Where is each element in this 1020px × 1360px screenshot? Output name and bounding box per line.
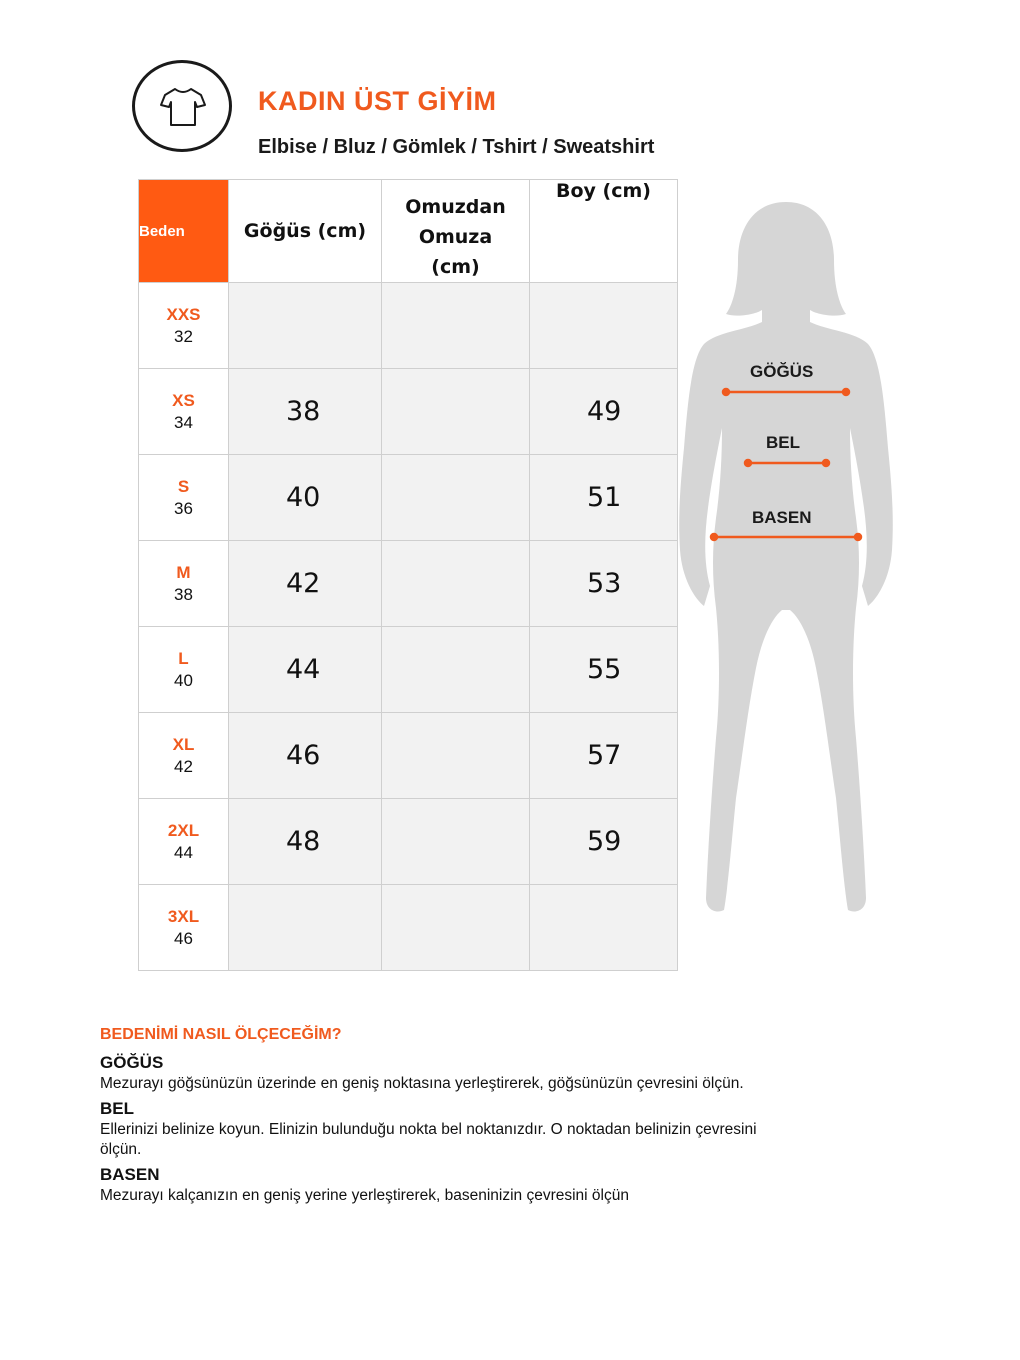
size-label: S <box>177 476 190 496</box>
page-title: KADIN ÜST GİYİM <box>258 86 497 116</box>
size-cell <box>139 627 229 713</box>
size-number: 32 <box>174 326 193 346</box>
tshirt-icon <box>159 85 207 129</box>
table-row <box>139 455 678 541</box>
shoulder-value <box>382 369 530 455</box>
chest-value: 42 <box>229 541 382 627</box>
size-number: 38 <box>174 584 193 604</box>
chest-value: 48 <box>229 799 382 885</box>
shoulder-value <box>382 799 530 885</box>
table-row <box>139 627 678 713</box>
chest-value: 40 <box>229 455 382 541</box>
length-value: 59 <box>530 799 678 885</box>
size-number: 46 <box>174 928 193 948</box>
table-row <box>139 283 678 369</box>
size-number: 36 <box>174 498 193 518</box>
body-silhouette <box>676 198 896 918</box>
shoulder-value <box>382 713 530 799</box>
size-number: 34 <box>174 412 193 432</box>
chest-value: 46 <box>229 713 382 799</box>
guide-waist-text: Ellerinizi belinize koyun. Elinizin bulunduğu nokta bel noktanızdır. O noktadan belinizin çevresini ölçün. <box>100 1121 757 1158</box>
guide-hip-text: Mezurayı kalçanızın en geniş yerine yerleştirerek, baseninizin çevresini ölçün <box>100 1187 629 1204</box>
guide-title: BEDENİMİ NASIL ÖLÇECEĞİM? <box>100 1026 342 1043</box>
table-row <box>139 713 678 799</box>
shoulder-value <box>382 541 530 627</box>
size-cell <box>139 283 229 369</box>
guide-chest-text: Mezurayı göğsünüzün üzerinde en geniş noktasına yerleştirerek, göğsünüzün çevresini ölçün. <box>100 1075 744 1092</box>
logo-badge <box>132 60 232 152</box>
size-cell <box>139 455 229 541</box>
shoulder-value <box>382 885 530 971</box>
size-number: 44 <box>174 842 193 862</box>
length-value <box>530 885 678 971</box>
size-number: 42 <box>174 756 193 776</box>
hip-label: BASEN <box>752 508 812 527</box>
length-value <box>530 283 678 369</box>
size-cell <box>139 369 229 455</box>
length-value: 57 <box>530 713 678 799</box>
size-number: 40 <box>174 670 193 690</box>
length-value: 51 <box>530 455 678 541</box>
size-label: 2XL <box>167 820 200 840</box>
chest-value <box>229 283 382 369</box>
size-cell <box>139 885 229 971</box>
chest-label: GÖĞÜS <box>750 362 814 381</box>
size-label: L <box>178 648 189 668</box>
table-header-row <box>139 180 678 283</box>
size-cell <box>139 799 229 885</box>
shoulder-value <box>382 627 530 713</box>
size-cell <box>139 713 229 799</box>
chest-value <box>229 885 382 971</box>
chest-value: 38 <box>229 369 382 455</box>
page-subtitle: Elbise / Bluz / Gömlek / Tshirt / Sweatshirt <box>258 136 655 158</box>
column-header-gogus: Göğüs (cm) <box>229 180 382 283</box>
size-label: XXS <box>166 304 201 324</box>
column-header-boy: Boy (cm) <box>530 180 678 283</box>
column-header-beden: Beden <box>139 180 229 283</box>
measurement-guide <box>100 1026 760 1210</box>
table-row <box>139 541 678 627</box>
guide-waist-heading: BEL <box>100 1099 134 1118</box>
size-label: XL <box>172 734 195 754</box>
waist-label: BEL <box>766 433 800 452</box>
size-cell <box>139 541 229 627</box>
length-value: 55 <box>530 627 678 713</box>
shoulder-value <box>382 283 530 369</box>
size-label: XS <box>172 390 195 410</box>
size-table <box>138 179 678 971</box>
woman-silhouette-icon <box>676 198 896 918</box>
chest-value: 44 <box>229 627 382 713</box>
column-header-omuz-label: Omuzdan Omuza (cm) <box>405 196 506 278</box>
table-row <box>139 369 678 455</box>
size-label: 3XL <box>167 906 200 926</box>
shoulder-value <box>382 455 530 541</box>
length-value: 53 <box>530 541 678 627</box>
column-header-omuz <box>382 180 530 283</box>
size-label: M <box>176 562 191 582</box>
guide-chest-heading: GÖĞÜS <box>100 1053 164 1072</box>
guide-hip-heading: BASEN <box>100 1165 160 1184</box>
length-value: 49 <box>530 369 678 455</box>
table-row <box>139 885 678 971</box>
table-row <box>139 799 678 885</box>
